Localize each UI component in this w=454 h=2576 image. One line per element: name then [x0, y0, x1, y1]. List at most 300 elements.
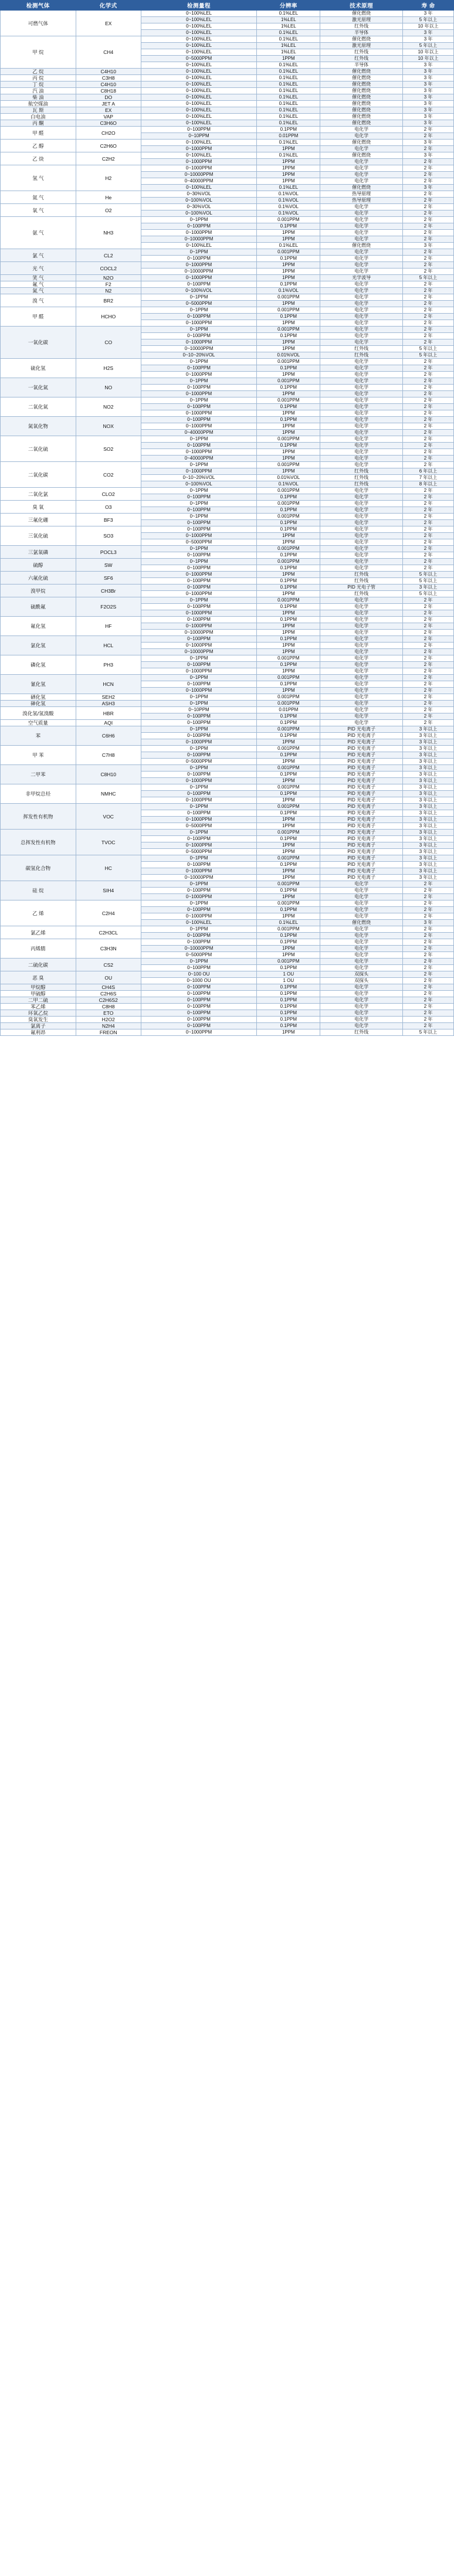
detection-range: 0~1000PPM: [141, 372, 257, 378]
detection-range: 0~5000PPM: [141, 539, 257, 546]
table-row: [1, 1017, 454, 1023]
technology: 电化学: [320, 320, 403, 327]
technology: 电化学: [320, 372, 403, 378]
lifetime: 3 年以上: [403, 778, 454, 784]
gas-formula: F2: [76, 281, 141, 288]
detection-range: 0~100%VOL: [141, 481, 257, 488]
resolution: 0.1PPM: [257, 810, 320, 817]
table-row: [1, 784, 454, 791]
lifetime: 3 年: [403, 88, 454, 94]
resolution: 0.1PPM: [257, 256, 320, 262]
table-row: [1, 881, 454, 888]
detection-range: 0~100PPM: [141, 836, 257, 842]
resolution: 1PPM: [257, 739, 320, 746]
gas-formula: SO2: [76, 436, 141, 462]
resolution: 1 OU: [257, 978, 320, 984]
lifetime: 2 年: [403, 281, 454, 288]
gas-name: 丁 烷: [1, 81, 76, 88]
detection-range: 0~100PPM: [141, 1004, 257, 1010]
detection-range: 0~100PPM: [141, 862, 257, 868]
detection-range: 0~100PPM: [141, 1017, 257, 1023]
lifetime: 2 年: [403, 501, 454, 507]
lifetime: 2 年: [403, 430, 454, 436]
lifetime: 2 年: [403, 1017, 454, 1023]
technology: PID 光电离子: [320, 726, 403, 733]
table-row: [1, 81, 454, 88]
resolution: 0.1%LEL: [257, 88, 320, 94]
resolution: 0.1%LEL: [257, 120, 320, 127]
lifetime: 10 年以上: [403, 56, 454, 62]
detection-range: 0~10000PPM: [141, 269, 257, 275]
gas-formula: C2H6O: [76, 140, 141, 152]
detection-range: 0~100PPM: [141, 552, 257, 559]
lifetime: 2 年: [403, 720, 454, 726]
table-row: [1, 436, 454, 443]
detection-range: 0~100PPM: [141, 997, 257, 1004]
technology: 电化学: [320, 159, 403, 165]
detection-range: 0~100PPM: [141, 443, 257, 449]
technology: 催化燃烧: [320, 152, 403, 159]
detection-range: 0~100PPM: [141, 791, 257, 797]
lifetime: 2 年: [403, 546, 454, 552]
technology: 电化学: [320, 417, 403, 423]
lifetime: 3 年: [403, 243, 454, 249]
gas-name: 光 气: [1, 262, 76, 275]
resolution: 0.001PPM: [257, 900, 320, 907]
table-row: [1, 636, 454, 643]
technology: 电化学: [320, 288, 403, 294]
gas-name: 总挥发性有机物: [1, 830, 76, 855]
lifetime: 3 年以上: [403, 823, 454, 830]
table-row: [1, 378, 454, 385]
table-row: [1, 327, 454, 333]
technology: 电化学: [320, 649, 403, 655]
resolution: 0.1PPM: [257, 578, 320, 584]
table-row: [1, 101, 454, 107]
gas-formula: OU: [76, 971, 141, 984]
resolution: 0.1PPM: [257, 636, 320, 643]
resolution: 0.001PPM: [257, 501, 320, 507]
technology: 电化学: [320, 301, 403, 307]
lifetime: 2 年: [403, 288, 454, 294]
lifetime: 2 年: [403, 913, 454, 920]
lifetime: 2 年: [403, 172, 454, 178]
technology: 电化学: [320, 959, 403, 965]
detection-range: 0~1PPM: [141, 546, 257, 552]
resolution: 1PPM: [257, 894, 320, 900]
resolution: 1PPM: [257, 823, 320, 830]
technology: 催化燃烧: [320, 69, 403, 75]
technology: 双探头: [320, 978, 403, 984]
technology: 电化学: [320, 984, 403, 991]
gas-formula: SW: [76, 559, 141, 572]
detection-range: 0~1PPM: [141, 855, 257, 862]
technology: 电化学: [320, 636, 403, 643]
resolution: 0.001PPM: [257, 959, 320, 965]
lifetime: 2 年: [403, 133, 454, 140]
gas-name: 砷化氢: [1, 701, 76, 707]
gas-formula: H2O2: [76, 1017, 141, 1023]
technology: PID 光电离子: [320, 810, 403, 817]
gas-name: 氟 气: [1, 281, 76, 288]
technology: 电化学: [320, 249, 403, 256]
technology: 电化学: [320, 281, 403, 288]
detection-range: 0~1000PPM: [141, 842, 257, 849]
resolution: 1PPM: [257, 56, 320, 62]
technology: 电化学: [320, 952, 403, 959]
col-technology: 技术原理: [320, 1, 403, 11]
technology: 电化学: [320, 1023, 403, 1029]
detection-range: 0~100%LEL: [141, 120, 257, 127]
technology: PID 光电子管: [320, 584, 403, 591]
resolution: 0.001PPM: [257, 675, 320, 681]
resolution: 0.1%LEL: [257, 30, 320, 36]
gas-name: 瓦 斯: [1, 107, 76, 114]
lifetime: 2 年: [403, 223, 454, 230]
lifetime: 2 年: [403, 604, 454, 610]
detection-range: 0~1000PPM: [141, 159, 257, 165]
technology: 电化学: [320, 423, 403, 430]
detection-range: 0~1PPM: [141, 559, 257, 565]
technology: 电化学: [320, 262, 403, 269]
technology: 催化燃烧: [320, 88, 403, 94]
detection-range: 0~1000PPM: [141, 868, 257, 875]
gas-name: 汽 油: [1, 88, 76, 94]
resolution: 1PPM: [257, 236, 320, 243]
resolution: 1PPM: [257, 346, 320, 352]
gas-formula: VAP: [76, 114, 141, 120]
gas-formula: CH4S: [76, 984, 141, 991]
gas-name: 二氧化硫: [1, 436, 76, 462]
resolution: 1PPM: [257, 913, 320, 920]
resolution: 0.1%LEL: [257, 36, 320, 43]
lifetime: 5 年以上: [403, 572, 454, 578]
technology: PID 光电离子: [320, 804, 403, 810]
lifetime: 2 年: [403, 965, 454, 971]
gas-formula: O2: [76, 204, 141, 217]
technology: 电化学: [320, 701, 403, 707]
technology: 催化燃烧: [320, 107, 403, 114]
gas-formula: CS2: [76, 959, 141, 971]
detection-range: 0~100PPM: [141, 417, 257, 423]
technology: PID 光电离子: [320, 817, 403, 823]
gas-name: 白电油: [1, 114, 76, 120]
technology: 电化学: [320, 378, 403, 385]
lifetime: 2 年: [403, 301, 454, 307]
gas-formula: C2H6S: [76, 991, 141, 997]
resolution: 0.1%VOL: [257, 481, 320, 488]
lifetime: 2 年: [403, 262, 454, 269]
gas-name: 甲 烷: [1, 36, 76, 69]
col-range: 检测量程: [141, 1, 257, 11]
resolution: 0.1%LEL: [257, 94, 320, 101]
resolution: 0.1PPM: [257, 939, 320, 946]
detection-range: 0~1000PPM: [141, 165, 257, 172]
detection-range: 0~100PPM: [141, 404, 257, 410]
table-row: [1, 1023, 454, 1029]
lifetime: 3 年: [403, 94, 454, 101]
technology: 催化燃烧: [320, 185, 403, 191]
technology: 电化学: [320, 236, 403, 243]
resolution: 1%LEL: [257, 23, 320, 30]
lifetime: 3 年以上: [403, 830, 454, 836]
gas-name: 环氧乙烷: [1, 1010, 76, 1017]
detection-range: 0~100%VOL: [141, 288, 257, 294]
technology: PID 光电离子: [320, 875, 403, 881]
table-row: [1, 746, 454, 752]
resolution: 0.001PPM: [257, 701, 320, 707]
lifetime: 3 年以上: [403, 752, 454, 759]
resolution: 0.001PPM: [257, 307, 320, 314]
technology: PID 光电离子: [320, 830, 403, 836]
technology: 电化学: [320, 230, 403, 236]
detection-range: 0~100%LEL: [141, 101, 257, 107]
technology: 红外线: [320, 49, 403, 56]
resolution: 0.1PPM: [257, 565, 320, 572]
resolution: 0.1%LEL: [257, 75, 320, 81]
technology: PID 光电离子: [320, 752, 403, 759]
detection-range: 0~100%VOL: [141, 198, 257, 204]
detection-range: 0~1PPM: [141, 462, 257, 468]
lifetime: 3 年以上: [403, 765, 454, 772]
table-row: [1, 262, 454, 269]
detection-range: 0~100PPM: [141, 256, 257, 262]
technology: 电化学: [320, 630, 403, 636]
resolution: 1PPM: [257, 320, 320, 327]
table-row: [1, 462, 454, 468]
gas-name: 挥发性有机物: [1, 804, 76, 830]
resolution: 0.1PPM: [257, 933, 320, 939]
detection-range: 0~5000PPM: [141, 849, 257, 855]
technology: 电化学: [320, 662, 403, 668]
table-row: [1, 726, 454, 733]
technology: 电化学: [320, 681, 403, 688]
table-row: [1, 88, 454, 94]
lifetime: 3 年: [403, 107, 454, 114]
resolution: 0.1PPM: [257, 507, 320, 514]
lifetime: 2 年: [403, 907, 454, 913]
detection-range: 0~1000PPM: [141, 797, 257, 804]
table-row: [1, 939, 454, 946]
technology: 电化学: [320, 533, 403, 539]
detection-range: 0~100%LEL: [141, 185, 257, 191]
gas-formula: BR2: [76, 294, 141, 307]
resolution: 1PPM: [257, 797, 320, 804]
lifetime: 2 年: [403, 649, 454, 655]
technology: 电化学: [320, 391, 403, 397]
detection-range: 0~10000PPM: [141, 946, 257, 952]
technology: 催化燃烧: [320, 94, 403, 101]
technology: 电化学: [320, 514, 403, 520]
resolution: 0.001PPM: [257, 294, 320, 301]
gas-formula: C2H3CL: [76, 926, 141, 939]
gas-formula: H2: [76, 165, 141, 191]
technology: 电化学: [320, 217, 403, 223]
detection-range: 0~5000PPM: [141, 56, 257, 62]
lifetime: 2 年: [403, 675, 454, 681]
gas-formula: C8H10: [76, 765, 141, 784]
technology: 红外线: [320, 468, 403, 475]
technology: 电化学: [320, 165, 403, 172]
detection-range: 0~100PPM: [141, 223, 257, 230]
gas-formula: AQI: [76, 720, 141, 726]
lifetime: 2 年: [403, 881, 454, 888]
spec-table: [0, 0, 454, 1036]
gas-formula: HCL: [76, 636, 141, 655]
table-row: [1, 926, 454, 933]
detection-range: 0~1PPM: [141, 249, 257, 256]
resolution: 1PPM: [257, 610, 320, 617]
detection-range: 0~30%VOL: [141, 204, 257, 210]
technology: 催化燃烧: [320, 243, 403, 249]
technology: 电化学: [320, 430, 403, 436]
detection-range: 0~10000PPM: [141, 649, 257, 655]
detection-range: 0~1PPM: [141, 959, 257, 965]
detection-range: 0~1000PPM: [141, 533, 257, 539]
detection-range: 0~1000 OU: [141, 978, 257, 984]
gas-name: 臭 氧: [1, 501, 76, 514]
lifetime: 2 年: [403, 939, 454, 946]
technology: 激光原理: [320, 43, 403, 49]
resolution: 0.001PPM: [257, 855, 320, 862]
resolution: 0.001PPM: [257, 694, 320, 701]
gas-formula: He: [76, 191, 141, 204]
resolution: 0.001PPM: [257, 597, 320, 604]
technology: 电化学: [320, 410, 403, 417]
gas-name: 三氯氧磷: [1, 546, 76, 559]
lifetime: 2 年: [403, 997, 454, 1004]
detection-range: 0~1PPM: [141, 675, 257, 681]
technology: 电化学: [320, 894, 403, 900]
gas-name: 硅 烷: [1, 881, 76, 900]
resolution: 0.001PPM: [257, 830, 320, 836]
resolution: 1PPM: [257, 262, 320, 269]
resolution: 0.1%LEL: [257, 140, 320, 146]
detection-range: 0~100PPM: [141, 385, 257, 391]
gas-name: 氯乙烯: [1, 926, 76, 939]
detection-range: 0~10000PPM: [141, 346, 257, 352]
technology: 电化学: [320, 256, 403, 262]
gas-name: 氮氧化物: [1, 417, 76, 436]
lifetime: 2 年: [403, 320, 454, 327]
resolution: 0.1%LEL: [257, 114, 320, 120]
gas-formula: SO3: [76, 526, 141, 546]
detection-range: 0~100%LEL: [141, 88, 257, 94]
technology: 电化学: [320, 178, 403, 185]
resolution: 0.1PPM: [257, 752, 320, 759]
resolution: 1PPM: [257, 778, 320, 784]
resolution: 0.1%LEL: [257, 920, 320, 926]
detection-range: 0~1PPM: [141, 217, 257, 223]
resolution: 1PPM: [257, 159, 320, 165]
resolution: 0.1PPM: [257, 662, 320, 668]
resolution: 0.001PPM: [257, 655, 320, 662]
resolution: 0.1%LEL: [257, 101, 320, 107]
resolution: 0.1PPM: [257, 584, 320, 591]
lifetime: 2 年: [403, 991, 454, 997]
detection-range: 0~100%LEL: [141, 81, 257, 88]
gas-formula: C6H6: [76, 726, 141, 746]
technology: 电化学: [320, 146, 403, 152]
gas-formula: CH4: [76, 36, 141, 69]
lifetime: 5 年以上: [403, 578, 454, 584]
gas-name: 氦 气: [1, 191, 76, 204]
lifetime: 2 年: [403, 456, 454, 462]
gas-name: 二甲二硫: [1, 997, 76, 1004]
resolution: 0.1PPM: [257, 552, 320, 559]
table-row: [1, 655, 454, 662]
gas-formula: EX: [76, 11, 141, 36]
resolution: 0.1PPM: [257, 991, 320, 997]
resolution: 0.01%VOL: [257, 475, 320, 481]
gas-formula: CO: [76, 327, 141, 359]
technology: 红外线: [320, 56, 403, 62]
technology: 电化学: [320, 462, 403, 468]
resolution: 0.1PPM: [257, 127, 320, 133]
technology: 电化学: [320, 997, 403, 1004]
gas-formula: NOX: [76, 417, 141, 436]
table-row: [1, 765, 454, 772]
lifetime: 2 年: [403, 410, 454, 417]
technology: PID 光电离子: [320, 836, 403, 842]
detection-range: 0~100PPM: [141, 526, 257, 533]
resolution: 1PPM: [257, 533, 320, 539]
table-row: [1, 114, 454, 120]
table-row: [1, 804, 454, 810]
lifetime: 2 年: [403, 178, 454, 185]
technology: 电化学: [320, 675, 403, 681]
table-row: [1, 855, 454, 862]
resolution: 1PPM: [257, 449, 320, 456]
detection-range: 0~1000PPM: [141, 894, 257, 900]
lifetime: 10 年以上: [403, 49, 454, 56]
technology: PID 光电离子: [320, 849, 403, 855]
technology: 电化学: [320, 720, 403, 726]
technology: 电化学: [320, 694, 403, 701]
lifetime: 3 年: [403, 11, 454, 17]
lifetime: 3 年以上: [403, 810, 454, 817]
resolution: 0.1%LEL: [257, 81, 320, 88]
detection-range: 0~10000PPM: [141, 236, 257, 243]
technology: 电化学: [320, 907, 403, 913]
gas-formula: C3H6O: [76, 120, 141, 127]
lifetime: 5 年以上: [403, 591, 454, 597]
lifetime: 10 年以上: [403, 23, 454, 30]
resolution: 1PPM: [257, 572, 320, 578]
lifetime: 8 年以上: [403, 481, 454, 488]
technology: 电化学: [320, 913, 403, 920]
technology: 电化学: [320, 1017, 403, 1023]
header-row: [1, 1, 454, 11]
lifetime: 3 年以上: [403, 817, 454, 823]
lifetime: 2 年: [403, 339, 454, 346]
gas-sensor-spec-table: [0, 0, 454, 1036]
lifetime: 2 年: [403, 1023, 454, 1029]
detection-range: 0~10~20%VOL: [141, 352, 257, 359]
col-life: 寿 命: [403, 1, 454, 11]
resolution: 0.001PPM: [257, 926, 320, 933]
gas-name: 丙 烷: [1, 75, 76, 81]
gas-formula: C8H18: [76, 88, 141, 94]
technology: PID 光电离子: [320, 765, 403, 772]
resolution: 0.1PPM: [257, 907, 320, 913]
lifetime: 2 年: [403, 159, 454, 165]
resolution: 1PPM: [257, 275, 320, 281]
detection-range: 0~100%LEL: [141, 107, 257, 114]
table-row: [1, 971, 454, 978]
gas-formula: N2O: [76, 275, 141, 281]
gas-formula: CH3Br: [76, 584, 141, 597]
